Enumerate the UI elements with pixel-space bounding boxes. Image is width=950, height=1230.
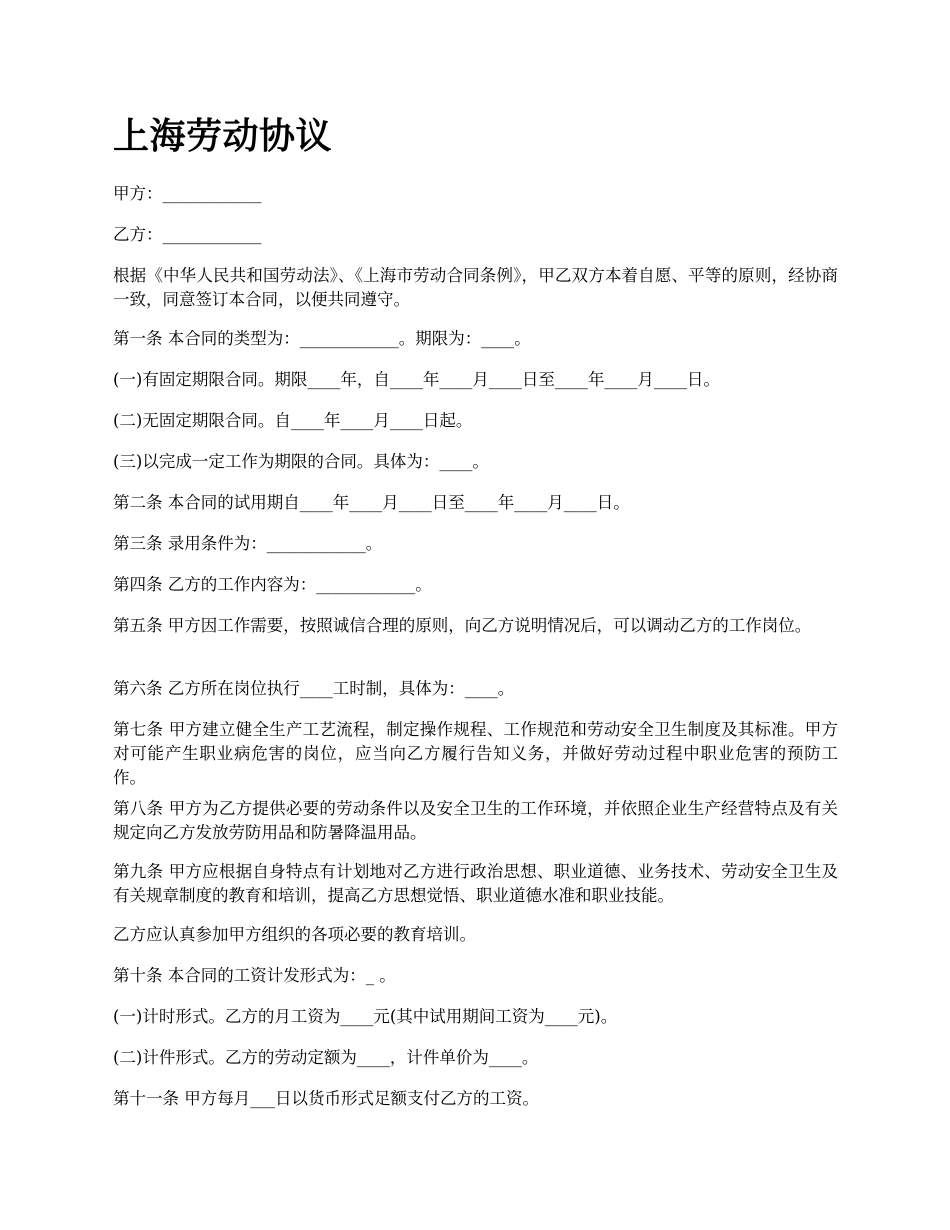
- article-10-paragraph: 第十条 本合同的工资计发形式为：_ 。: [113, 966, 396, 985]
- party-b-line: 乙方：____________: [113, 225, 262, 244]
- article-10-item-2: (二)计件形式。乙方的劳动定额为____，计件单价为____。: [113, 1048, 539, 1067]
- article-3-paragraph: 第三条 录用条件为：____________。: [113, 534, 383, 553]
- article-2-paragraph: 第二条 本合同的试用期自____年____月____日至____年____月____日。: [113, 493, 630, 512]
- article-8-paragraph: 第八条 甲方为乙方提供必要的劳动条件以及安全卫生的工作环境，并依照企业生产经营特点及有关规定向乙方发放劳防用品和防暑降温用品。: [113, 799, 838, 842]
- article-1-paragraph: 第一条 本合同的类型为：____________。期限为：____。: [113, 329, 531, 348]
- article-5-paragraph: 第五条 甲方因工作需要，按照诚信合理的原则，向乙方说明情况后，可以调动乙方的工作岗位。: [113, 616, 812, 635]
- article-4-paragraph: 第四条 乙方的工作内容为：____________。: [113, 575, 432, 594]
- party-a-line: 甲方：____________: [113, 184, 262, 203]
- article-1-item-2: (二)无固定期限合同。自____年____月____日起。: [113, 411, 473, 430]
- article-6-paragraph: 第六条 乙方所在岗位执行____工时制，具体为：____。: [113, 679, 515, 698]
- article-1-item-1: (一)有固定期限合同。期限____年，自____年____月____日至____年____月____日。: [113, 370, 720, 389]
- article-9-paragraph: 第九条 甲方应根据自身特点有计划地对乙方进行政治思想、职业道德、业务技术、劳动安全卫生及有关规章制度的教育和培训，提高乙方思想觉悟、职业道德水准和职业技能。: [113, 862, 838, 905]
- article-11-paragraph: 第十一条 甲方每月___日以货币形式足额支付乙方的工资。: [113, 1089, 539, 1108]
- preamble-paragraph: 根据《中华人民共和国劳动法》、《上海市劳动合同条例》，甲乙双方本着自愿、平等的原则，经协商一致，同意签订本合同，以便共同遵守。: [113, 266, 838, 309]
- article-7-paragraph: 第七条 甲方建立健全生产工艺流程，制定操作规程、工作规范和劳动安全卫生制度及其标准。甲方对可能产生职业病危害的岗位，应当向乙方履行告知义务，并做好劳动过程中职业危害的预防工作。: [113, 720, 838, 787]
- article-1-item-3: (三)以完成一定工作为期限的合同。具体为：____。: [113, 452, 489, 471]
- article-9-training-note: 乙方应认真参加甲方组织的各项必要的教育培训。: [113, 925, 476, 944]
- document-title: 上海劳动协议: [113, 115, 333, 157]
- article-10-item-1: (一)计时形式。乙方的月工资为____元(其中试用期间工资为____元)。: [113, 1007, 618, 1026]
